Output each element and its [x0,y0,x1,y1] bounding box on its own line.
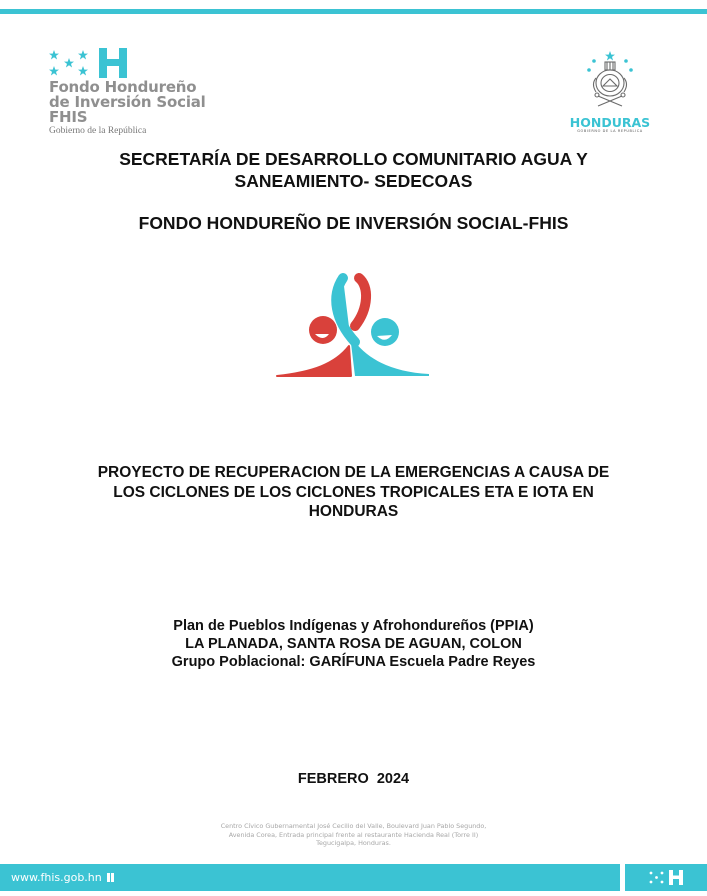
project-title-line3: HONDURAS [308,503,399,520]
bars-icon [107,872,115,885]
footer-url-text[interactable]: www.fhis.gob.hn [11,871,102,884]
address-line3: Tegucigalpa, Honduras. [316,839,391,848]
project-title-line1: PROYECTO DE RECUPERACION DE LA EMERGENCIAS A CAUSA DE [97,464,610,481]
honduras-logo [560,48,660,134]
footer-address [0,822,707,848]
top-accent-bar [0,9,707,14]
coat-of-arms-icon [575,48,645,110]
agency-title [0,148,707,192]
project-title [0,463,707,522]
honduras-subtitle: GOBIERNO DE LA REPÚBLICA [577,129,643,133]
stars-and-h-icon [49,48,239,80]
plan-details [0,617,707,671]
plan-location: LA PLANADA, SANTA ROSA DE AGUAN, COLON [185,636,522,652]
footer-url[interactable] [11,871,115,885]
agency-title-line1: SECRETARÍA DE DESARROLLO COMUNITARIO AGUA Y [119,149,588,169]
fhis-logo [49,48,239,137]
plan-name: Plan de Pueblos Indígenas y Afrohondureños (PPIA) [173,618,534,634]
honduras-wordmark: HONDURAS [569,115,651,130]
fhis-name-line3: FHIS [49,108,88,126]
stars-and-h-icon [625,864,707,891]
document-date: FEBRERO 2024 [297,771,410,787]
project-title-line2: LOS CICLONES DE LOS CICLONES TROPICALES ETA E IOTA EN [113,483,594,501]
footer-bar [0,864,620,891]
address-line1: Centro Cívico Gubernamental José Cecilio del Valle, Boulevard Juan Pablo Segundo, [220,822,487,830]
address-line2: Avenida Corea, Entrada principal frente al restaurante Hacienda Real (Torre II) [228,830,479,839]
agency-title-line2: SANEAMIENTO- SEDECOAS [234,171,473,191]
fhis-people-emblem-icon [273,268,435,385]
footer-badge [625,864,707,891]
fhis-tagline: Gobierno de la República [49,126,147,136]
fhis-name-line1: Fondo Hondureño [49,78,197,96]
fhis-name-line2: de Inversión Social [49,93,206,111]
plan-population-group: Grupo Poblacional: GARÍFUNA Escuela Padre Reyes [171,654,536,670]
fund-title: FONDO HONDUREÑO DE INVERSIÓN SOCIAL-FHIS [138,213,569,233]
